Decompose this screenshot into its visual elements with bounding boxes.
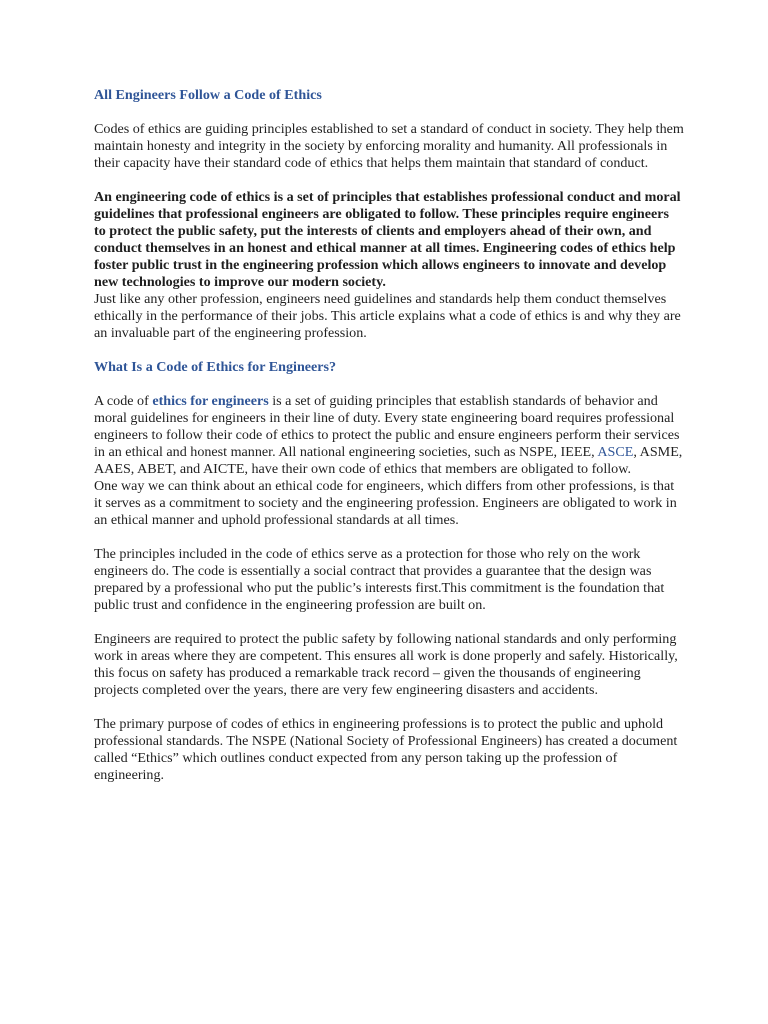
spacer [94, 342, 684, 359]
text-segment: , ASME, AAES, ABET, and AICTE, have their own code of ethics that members are obligated to follow. [94, 444, 683, 477]
asce-link[interactable]: ASCE [597, 444, 634, 460]
spacer [94, 699, 684, 716]
ethics-for-engineers-link[interactable]: ethics for engineers [152, 393, 269, 409]
spacer [94, 529, 684, 546]
spacer [94, 104, 684, 121]
text-segment: is a set of guiding principles that establish standards of behavior and moral guidelines for engineers in their line of duty. Every state engineering board requires professional engineers to follow their code of ethics to protect the public and ensure engineers perform their services in an ethical and honest manner. All national engineering societies, such as NSPE, IEEE, [94, 393, 680, 460]
heading-all-engineers: All Engineers Follow a Code of Ethics [94, 87, 322, 103]
spacer [94, 376, 684, 393]
spacer [94, 614, 684, 631]
heading-what-is-code: What Is a Code of Ethics for Engineers? [94, 359, 337, 375]
paragraph-social-contract: The principles included in the code of ethics serve as a protection for those who rely on the work engineers do. The code is essentially a social contract that provides a guarantee that the design was prepared by a professional who put the public’s interests first.This commitment is the foundation that public trust and confidence in the engineering profession are built on. [94, 546, 665, 613]
paragraph-engineering-code-bold: An engineering code of ethics is a set of principles that establishes professional conduct and moral guidelines that professional engineers are obligated to follow. These principles require engineers to protect the public safety, put the interests of clients and employers ahead of their own, and conduct themselves in an honest and ethical manner at all times. Engineering codes of ethics help foster public trust in the engineering profession which allows engineers to innovate and develop new technologies to improve our modern society. [94, 189, 681, 290]
text-segment: A code of [94, 393, 153, 409]
paragraph-codes-intro: Codes of ethics are guiding principles established to set a standard of conduct in society. They help them maintain honesty and integrity in the society by enforcing morality and humanity. All professionals in their capacity have their standard code of ethics that helps them maintain that standard of conduct. [94, 121, 684, 171]
paragraph-public-safety: Engineers are required to protect the public safety by following national standards and only performing work in areas where they are competent. This ensures all work is done properly and safely. Historically, this focus on safety has produced a remarkable track record – given the thousands of engineering projects completed over the years, there are very few engineering disasters and accidents. [94, 631, 678, 698]
paragraph-commitment: One way we can think about an ethical code for engineers, which differs from other professions, is that it serves as a commitment to society and the engineering profession. Engineers are obligated to work in an ethical manner and uphold professional standards at all times. [94, 478, 677, 528]
paragraph-guidelines: Just like any other profession, engineers need guidelines and standards help them conduct themselves ethically in the performance of their jobs. This article explains what a code of ethics is and why they are an invaluable part of the engineering profession. [94, 291, 681, 341]
document-page [94, 87, 684, 784]
paragraph-code-definition [94, 393, 684, 478]
spacer [94, 172, 684, 189]
paragraph-primary-purpose: The primary purpose of codes of ethics in engineering professions is to protect the public and uphold professional standards. The NSPE (National Society of Professional Engineers) has created a document called “Ethics” which outlines conduct expected from any person taking up the profession of engineering. [94, 716, 678, 783]
